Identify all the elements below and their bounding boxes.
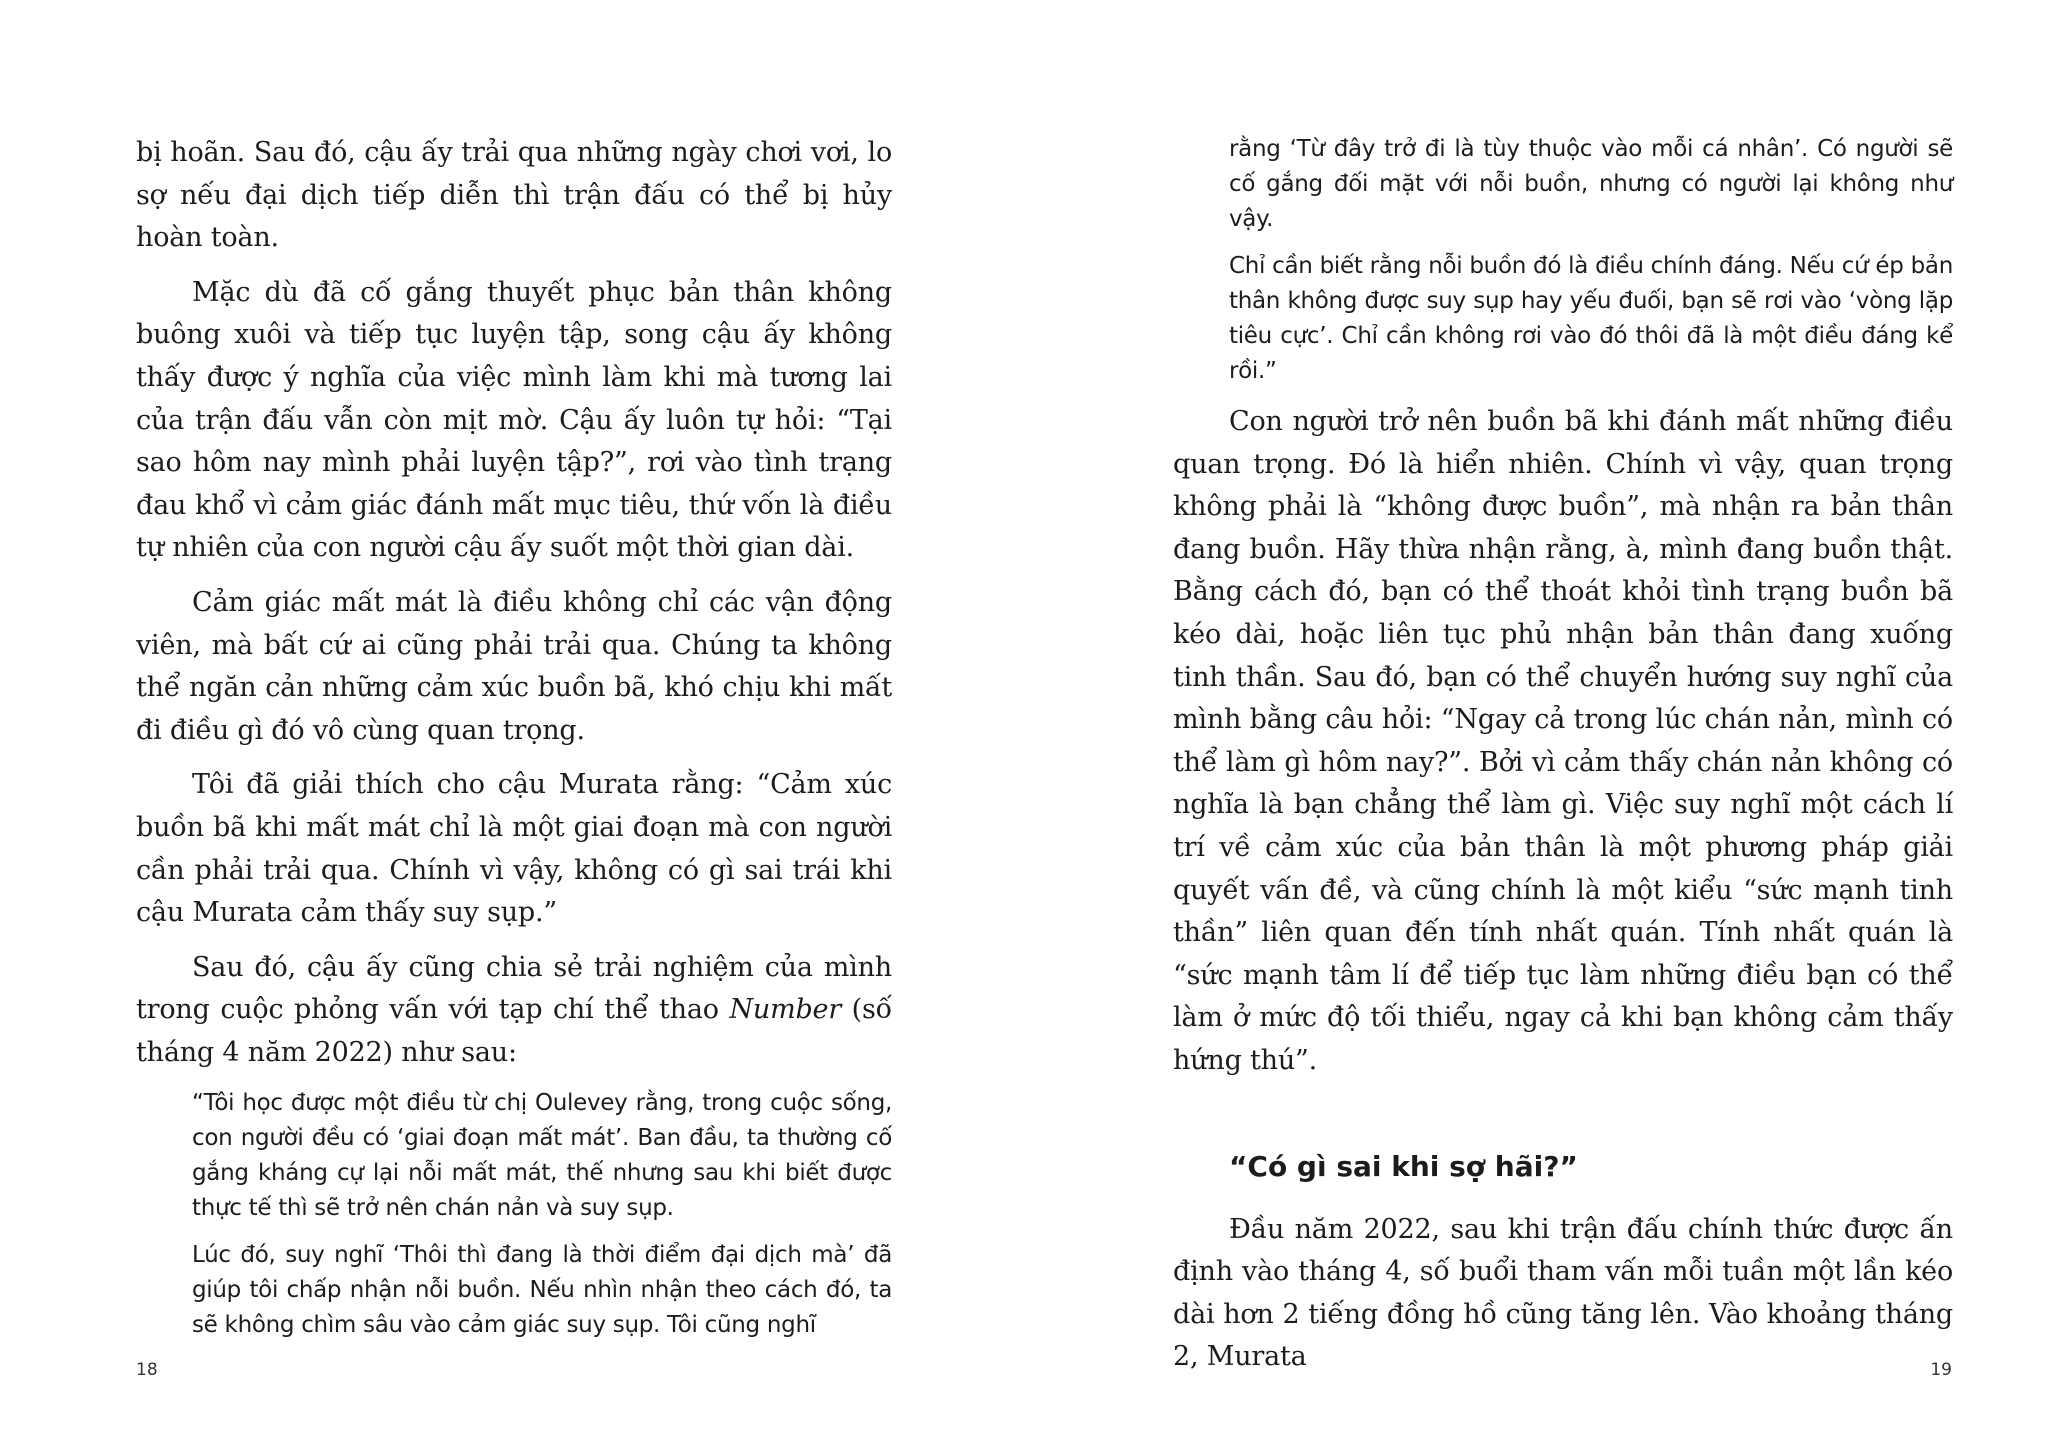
page-number-left: 18 [136,1360,158,1380]
magazine-title: Number [729,994,842,1026]
left-paragraph-2: Mặc dù đã cố gắng thuyết phục bản thân không buông xuôi và tiếp tục luyện tập, song cậu ấy không thấy được ý nghĩa của việc mình làm khi mà tương lai của trận đấu vẫn còn mịt mờ. Cậu ấy luôn tự hỏi: “Tại sao hôm nay mình phải luyện tập?”, rơi vào tình trạng đau khổ vì cảm giác đánh mất mục tiêu, thứ vốn là điều tự nhiên của con người cậu ấy suốt một thời gian dài. [136,276,892,564]
left-paragraph-1: bị hoãn. Sau đó, cậu ấy trải qua những ngày chơi vơi, lo sợ nếu đại dịch tiếp diễn thì trận đấu có thể bị hủy hoàn toàn. [136,137,892,254]
section-heading: “Có gì sai khi sợ hãi?” [1229,1149,1578,1183]
left-paragraph-5 [136,947,892,1075]
left-paragraph-3: Cảm giác mất mát là điều không chỉ các vận động viên, mà bất cứ ai cũng phải trải qua. Chúng ta không thể ngăn cản những cảm xúc buồn bã, khó chịu khi mất đi điều gì đó vô cùng quan trọng. [136,586,892,746]
page-number-right: 19 [1930,1360,1952,1380]
left-paragraph-5-after: (số tháng 4 năm 2022) như sau: [136,994,892,1068]
left-quote-2: Lúc đó, suy nghĩ ‘Thôi thì đang là thời điểm đại dịch mà’ đã giúp tôi chấp nhận nỗi buồn. Nếu nhìn nhận theo cách đó, ta sẽ không chìm sâu vào cảm giác suy sụp. Tôi cũng nghĩ [192,1242,892,1339]
left-paragraph-4: Tôi đã giải thích cho cậu Murata rằng: “Cảm xúc buồn bã khi mất mát chỉ là một giai đoạn mà con người cần phải trải qua. Chính vì vậy, không có gì sai trái khi cậu Murata cảm thấy suy sụp.” [136,769,892,929]
left-paragraph-5-before: Sau đó, cậu ấy cũng chia sẻ trải nghiệm của mình trong cuộc phỏng vấn với tạp chí thể thao [136,951,892,1026]
right-paragraph-1: Con người trở nên buồn bã khi đánh mất những điều quan trọng. Đó là hiển nhiên. Chính vì vậy, quan trọng không phải là “không được buồn”, mà nhận ra bản thân đang buồn. Hãy thừa nhận rằng, à, mình đang buồn thật. Bằng cách đó, bạn có thể thoát khỏi tình trạng buồn bã kéo dài, hoặc liên tục phủ nhận bản thân đang xuống tinh thần. Sau đó, bạn có thể chuyển hướng suy nghĩ của mình bằng câu hỏi: “Ngay cả trong lúc chán nản, mình có thể làm gì hôm nay?”. Bởi vì cảm thấy chán nản không có nghĩa là bạn chẳng thể làm gì. Việc suy nghĩ một cách lí trí về cảm xúc của bản thân là một phương pháp giải quyết vấn đề, và cũng chính là một kiểu “sức mạnh tinh thần” liên quan đến tính nhất quán. Tính nhất quán là “sức mạnh tâm lí để tiếp tục làm những điều bạn có thể làm ở mức độ tối thiểu, ngay cả khi bạn không cảm thấy hứng thú”. [1173,406,1953,1076]
right-page-text-column [1173,132,1953,1391]
left-quote-1: “Tôi học được một điều từ chị Oulevey rằng, trong cuộc sống, con người đều có ‘giai đoạn mất mát’. Ban đầu, ta thường cố gắng kháng cự lại nỗi mất mát, thế nhưng sau khi biết được thực tế thì sẽ trở nên chán nản và suy sụp. [192,1090,892,1222]
left-page-text-column [136,132,892,1355]
right-paragraph-2: Đầu năm 2022, sau khi trận đấu chính thức được ấn định vào tháng 4, số buổi tham vấn mỗi tuần một lần kéo dài hơn 2 tiếng đồng hồ cũng tăng lên. Vào khoảng tháng 2, Murata [1173,1213,1953,1373]
right-quote-2: Chỉ cần biết rằng nỗi buồn đó là điều chính đáng. Nếu cứ ép bản thân không được suy sụp hay yếu đuối, bạn sẽ rơi vào ‘vòng lặp tiêu cực’. Chỉ cần không rơi vào đó thôi đã là một điều đáng kể rồi.” [1229,253,1953,384]
right-page [1024,0,2048,1456]
right-quote-1: rằng ‘Từ đây trở đi là tùy thuộc vào mỗi cá nhân’. Có người sẽ cố gắng đối mặt với nỗi buồn, nhưng có người lại không như vậy. [1229,136,1953,232]
